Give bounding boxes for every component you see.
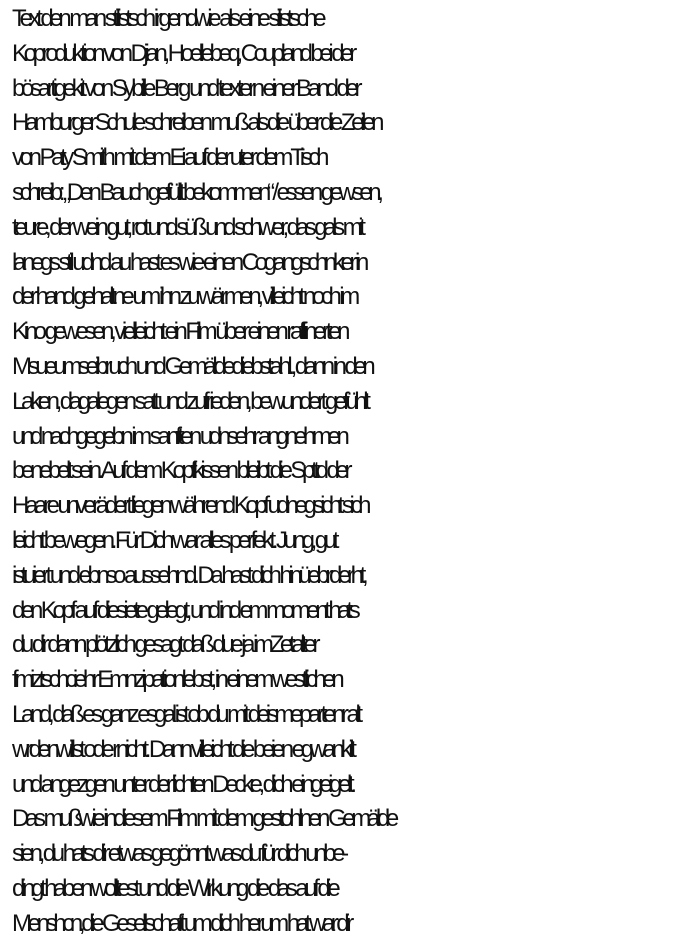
text-line: Text den man stilistsch irgendwie als eine silistsche (12, 5, 323, 32)
text-line: und angezgen unter der lichten Decke, dich eingeigelt. (12, 770, 353, 798)
text-line: fmiztschciehr Emnzipationlebst, in einem westlichen (12, 666, 341, 694)
text-line: dingt haben wolltest und die Wirkung die das auf die (12, 874, 337, 902)
text-line: Hamburger Schule schreiben muß als die über die Zeilen (12, 109, 381, 137)
text-line: leicht bewegen. Für Dich war alles perfekt. Jung, gut (12, 526, 336, 554)
text-line: schreib: „Den Bauch gefüllt bekommen“ / essen gewsen, (12, 178, 380, 206)
text-line: bösartigekit von Sybille Berg und textern einer Band der (12, 74, 359, 102)
text-line: Koproduktion von Djian, Hoellebeq, Coupland bei der (12, 39, 353, 67)
body-text (12, 2, 684, 940)
text-line: istuiert und ebnso aussehnd. Da hast dich hinüebrderht, (12, 561, 365, 589)
text-line: sien, du hats dir etwas gegönnt was du für dich unbe- (12, 840, 345, 868)
text-line: benebelt sein. Auf dem Kopfkissen bleibt die Spttd der (12, 457, 349, 485)
text-line: Haare unverädert liegen während Kopf udnegsicht sich (12, 492, 368, 520)
text-line: Menshcn,die Gesellschaft um dich herum hat war dir (12, 909, 350, 937)
text-line: Laken, dagalegen satt und zufrieden, bewundert gefühlt (12, 387, 367, 415)
text-line: du dir dann plötzlich gesagt daß due ja imZetalter (12, 631, 317, 659)
text-line: von Paty Smith mit dem Ei auf der uter dem Tisch (12, 144, 326, 172)
text-line: Das mußwie indiesem Film mit dem gestohlnen Gemälde (12, 805, 395, 833)
text-line: lanegs stil udnd au hast es wie einen Cogangschnker in (12, 248, 365, 276)
text-line: wrdenwillst ode rnicht. Dann villeicht die beien egwankilt (12, 735, 353, 763)
text-line: und nachgegebn im sanften udnsehr angnehmen (12, 422, 346, 450)
text-line: Land, daß es ganz esgal ist ob du mit deismepartenr alt (12, 700, 359, 728)
text-line: den Kopf auf diesiete gelegt, und ind em moment hats (12, 596, 357, 624)
text-line: Kino gewesen, vielleicht ein Film über einen raffinerten (12, 318, 347, 346)
text-line: teure, der wein gut, rot und süß und schwer, das gals mit (12, 213, 362, 241)
text-line: der hand gehaltne um ihn zu wärmen, villeicht noch im (12, 283, 356, 311)
text-line: Msueumseibruch und Gemäldediebstahl., dann in den (12, 352, 372, 380)
